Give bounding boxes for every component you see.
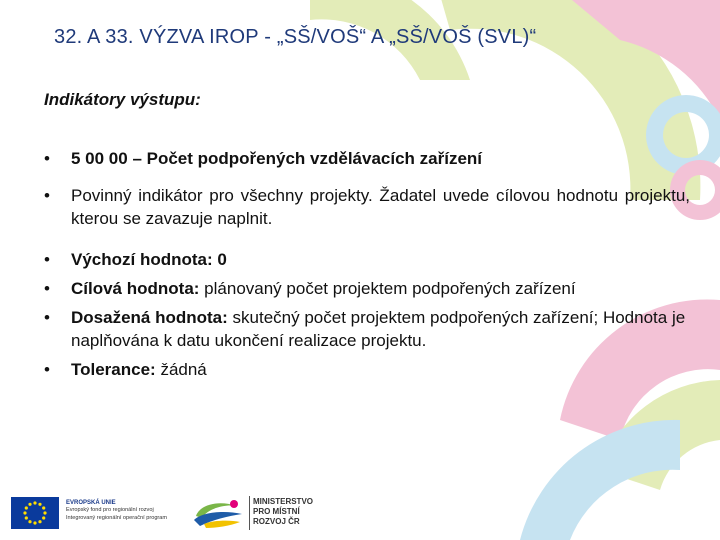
bullet-dot: •: [44, 308, 50, 327]
bullet-text: Povinný indikátor pro všechny projekty. Žadatel uvede cílovou hodnotu projektu, kterou se zavazuje naplnit.: [71, 186, 690, 228]
bullet-dot: •: [44, 250, 50, 269]
bullet-dot: •: [44, 186, 50, 205]
bullet-text: plánovaný počet projektem podpořených zařízení: [199, 279, 576, 298]
ministry-line: MINISTERSTVO: [253, 497, 314, 506]
bullet-text: skutečný počet projektem podpořených zařízení; Hodnota je naplňována k datu ukončení realizace projektu.: [71, 308, 686, 350]
bullet-item: [44, 184, 690, 230]
bullet-item: [44, 277, 690, 300]
eu-logo-text: [66, 500, 167, 522]
bullet-text: žádná: [155, 360, 207, 379]
eu-line: Evropský fond pro regionální rozvoj: [66, 507, 154, 514]
eu-flag-logo: [11, 497, 59, 529]
bullet-dot: •: [44, 279, 50, 298]
eu-line: Integrovaný regionální operační program: [66, 514, 168, 521]
bullet-dot: •: [44, 149, 50, 168]
logo-divider: [249, 496, 250, 530]
irop-logo-icon: [190, 494, 246, 530]
slide-subtitle: Indikátory výstupu:: [44, 90, 201, 109]
ministry-line: PRO MÍSTNÍ: [253, 507, 300, 516]
ministry-logo-text: [253, 497, 313, 527]
slide-title: 32. A 33. VÝZVA IROP - „SŠ/VOŠ“ A „SŠ/VOŠ (SVL)“: [54, 26, 537, 48]
bullet-item: [44, 358, 690, 381]
eu-stars-icon: [11, 497, 59, 529]
eu-heading: EVROPSKÁ UNIE: [66, 500, 116, 506]
bullet-label: Cílová hodnota:: [71, 279, 200, 298]
bullet-label: Tolerance:: [71, 360, 156, 379]
ministry-line: ROZVOJ ČR: [253, 517, 300, 526]
bullet-item: [44, 147, 690, 170]
bullet-item: [44, 248, 690, 271]
bullet-dot: •: [44, 360, 50, 379]
bullet-label: Výchozí hodnota: 0: [71, 250, 227, 269]
bullet-text: 5 00 00 – Počet podpořených vzdělávacích zařízení: [71, 149, 483, 168]
bullet-item: [44, 306, 690, 352]
bullet-label: Dosažená hodnota:: [71, 308, 228, 327]
